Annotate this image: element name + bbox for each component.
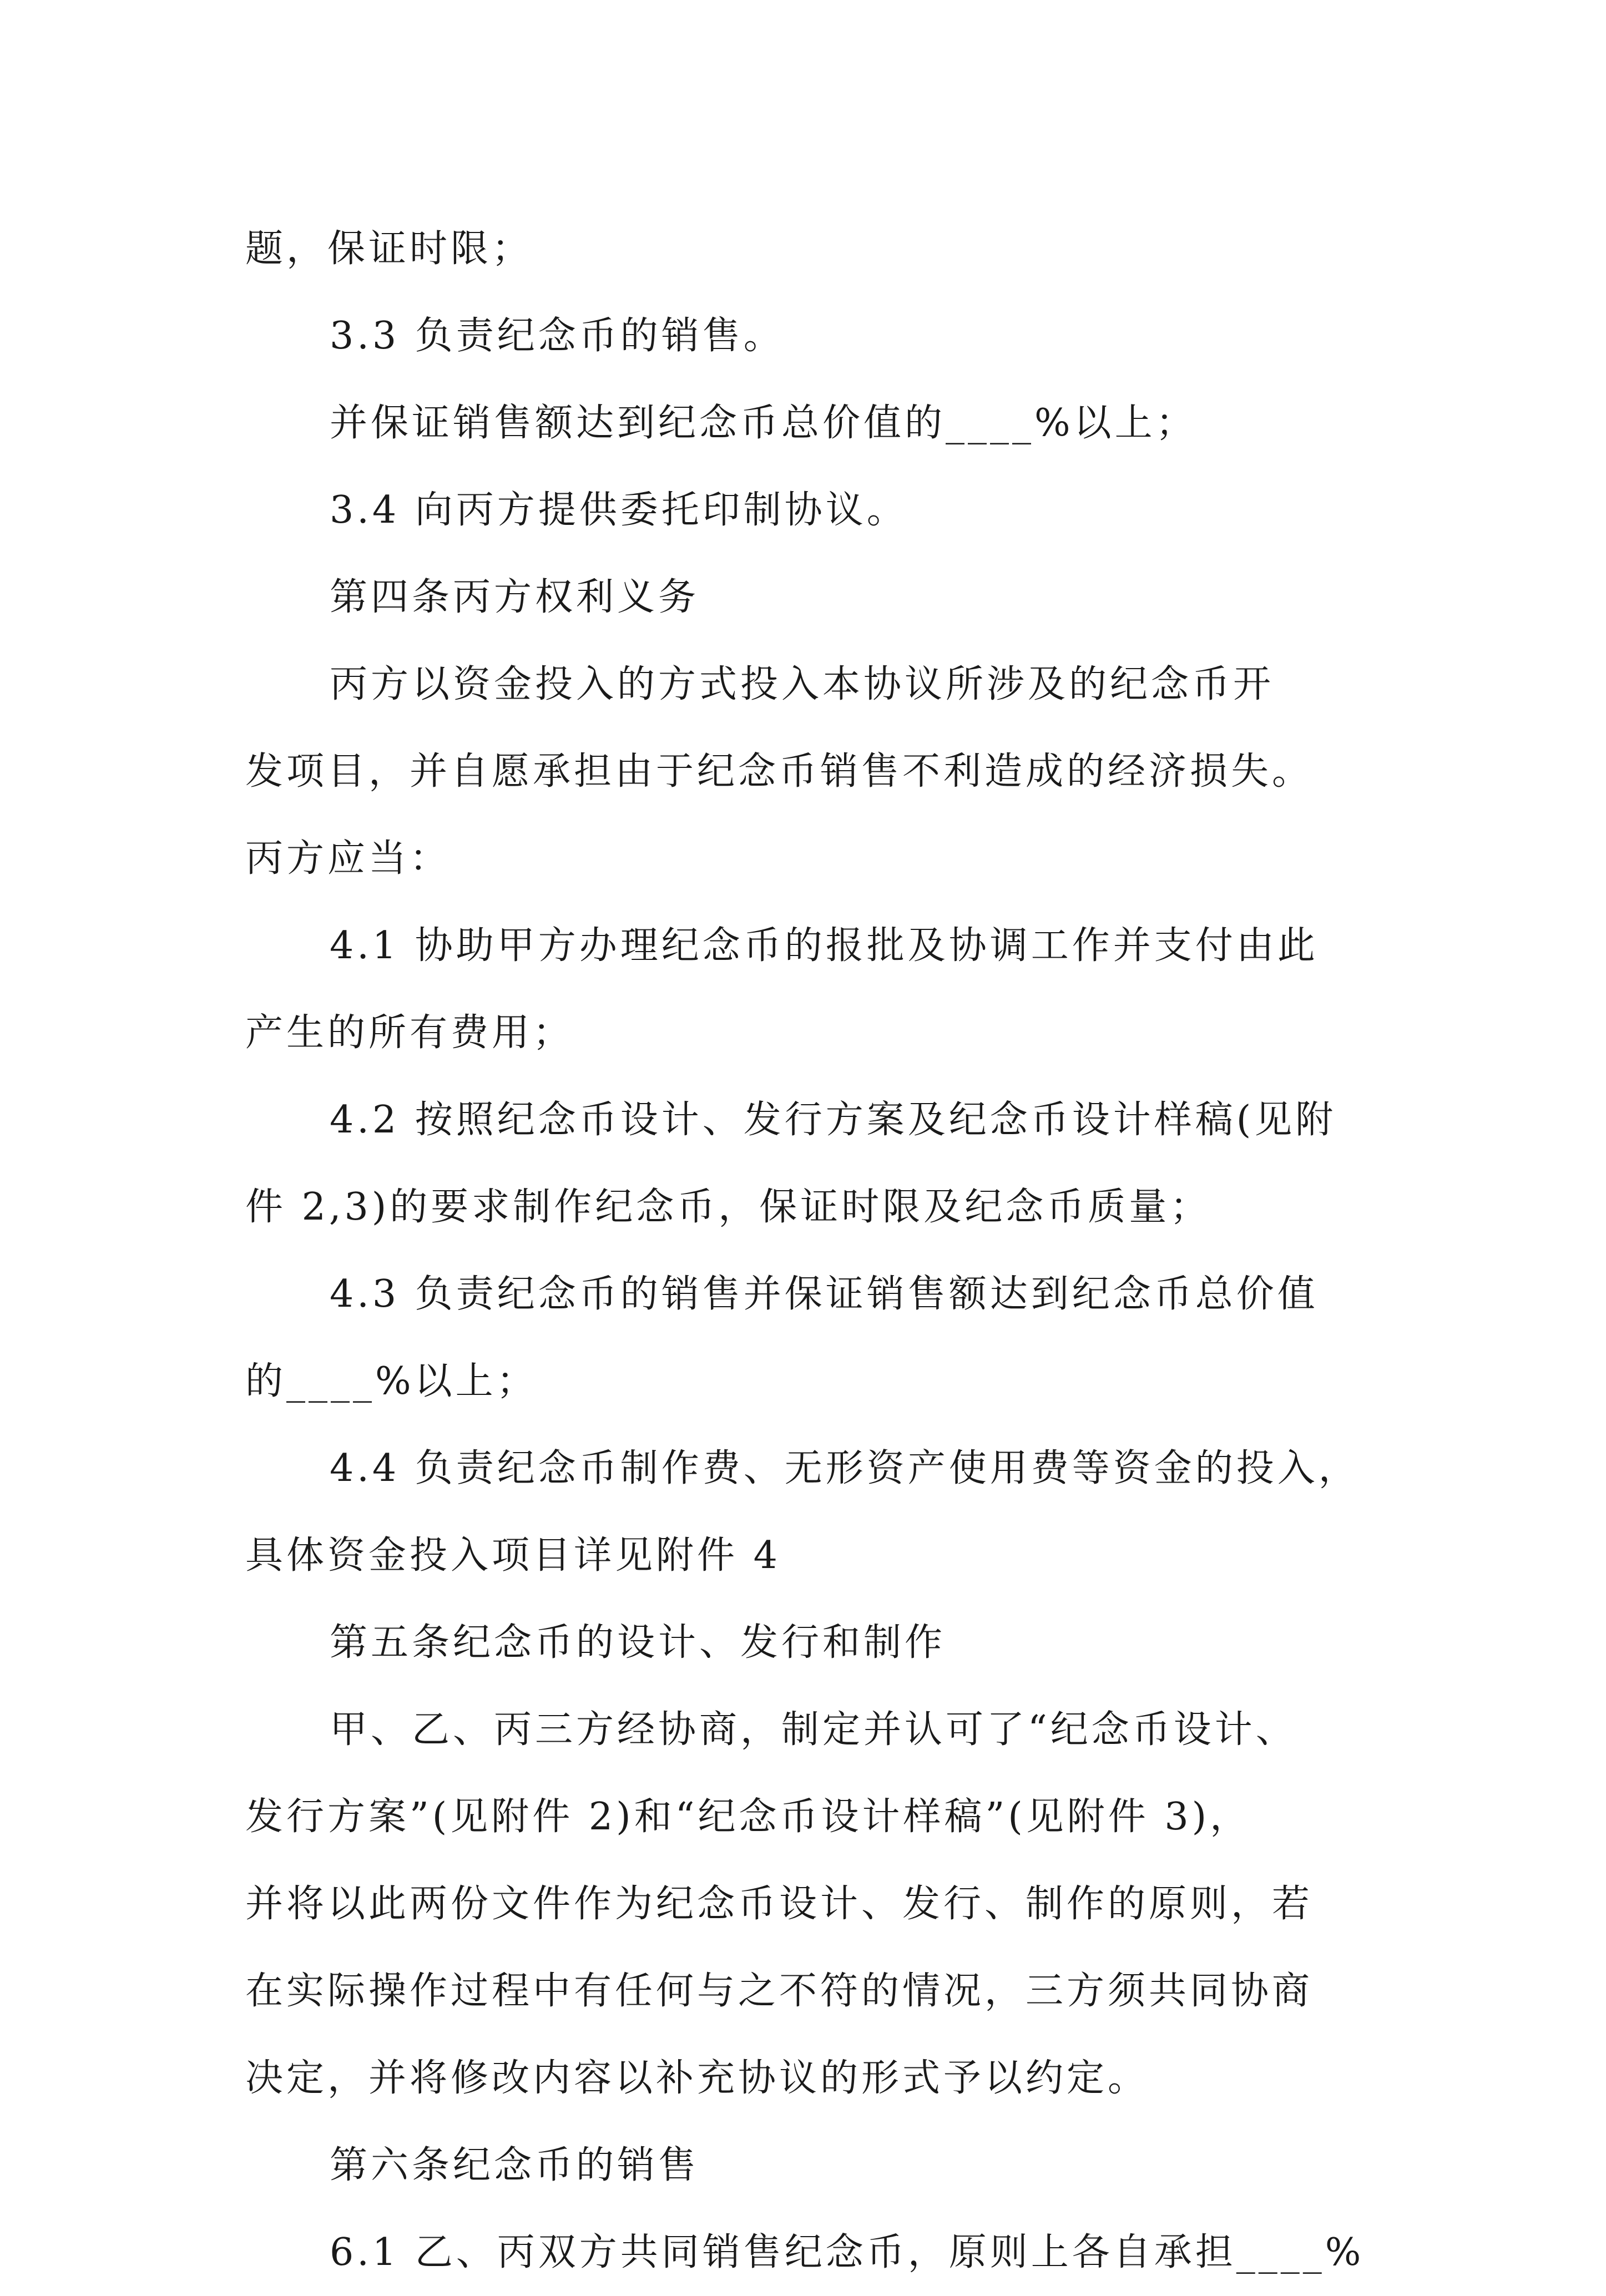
text-line: 具体资金投入项目详见附件 4 <box>245 1534 781 1577</box>
text-line: 题，保证时限； <box>245 227 533 271</box>
text-line: 4.4 负责纪念币制作费、无形资产使用费等资金的投入， <box>330 1447 1360 1490</box>
document-body <box>245 205 1377 2296</box>
text-line: 3.3 负责纪念币的销售。 <box>330 314 785 358</box>
text-line: 4.3 负责纪念币的销售并保证销售额达到纪念币总价值 <box>330 1272 1319 1316</box>
text-line: 并保证销售额达到纪念币总价值的____%以上； <box>330 401 1197 445</box>
section-heading: 第六条纪念币的销售 <box>330 2143 700 2187</box>
section-heading: 第四条丙方权利义务 <box>330 575 700 619</box>
text-line: 甲、乙、丙三方经协商，制定并认可了“纪念币设计、 <box>330 1708 1297 1752</box>
text-line: 在实际操作过程中有任何与之不符的情况，三方须共同协商 <box>245 1969 1314 2013</box>
text-line: 4.1 协助甲方办理纪念币的报批及协调工作并支付由此 <box>330 924 1319 968</box>
text-line: 3.4 向丙方提供委托印制协议。 <box>330 488 908 532</box>
text-line: 发项目，并自愿承担由于纪念币销售不利造成的经济损失。 <box>245 750 1314 793</box>
text-line: 并将以此两份文件作为纪念币设计、发行、制作的原则，若 <box>245 1882 1314 1926</box>
text-line: 4.2 按照纪念币设计、发行方案及纪念币设计样稿(见附 <box>330 1098 1337 1142</box>
text-line: 决定，并将修改内容以补充协议的形式予以约定。 <box>245 2056 1149 2100</box>
text-line: 发行方案”(见附件 2)和“纪念币设计样稿”(见附件 3)， <box>245 1795 1251 1839</box>
section-heading: 第五条纪念币的设计、发行和制作 <box>330 1621 946 1665</box>
text-line: 丙方应当： <box>245 837 451 881</box>
text-line: 产生的所有费用； <box>245 1011 574 1055</box>
text-line: 6.1 乙、丙双方共同销售纪念币，原则上各自承担____% <box>330 2231 1365 2274</box>
text-line: 丙方以资金投入的方式投入本协议所涉及的纪念币开 <box>330 662 1275 706</box>
text-line: 的____%以上； <box>245 1359 538 1403</box>
text-line: 件 2,3)的要求制作纪念币，保证时限及纪念币质量； <box>245 1185 1211 1229</box>
